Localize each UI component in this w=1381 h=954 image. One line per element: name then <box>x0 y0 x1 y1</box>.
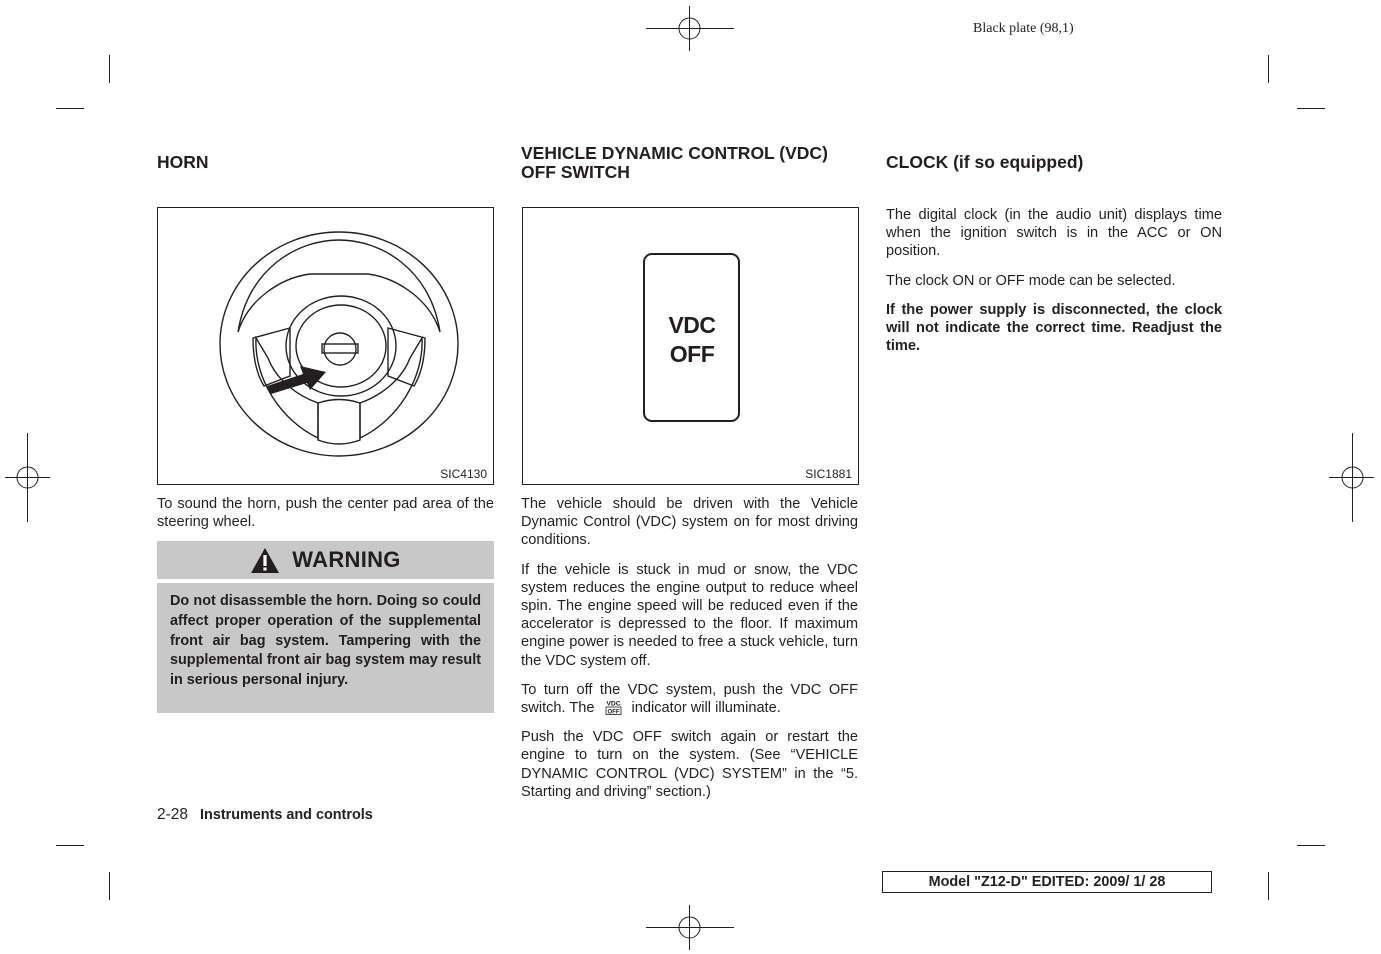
clock-description <box>886 206 1222 366</box>
vdc-description <box>521 495 858 812</box>
clock-paragraph-1: The digital clock (in the audio unit) displays time when the ignition switch is in the ACC or ON position. <box>886 207 1222 260</box>
warning-triangle-icon <box>250 547 280 574</box>
vdc-switch-label <box>643 311 741 369</box>
clock-paragraph-3: If the power supply is disconnected, the clock will not indicate the correct time. Readjust the time. <box>886 301 1222 355</box>
warning-title: WARNING <box>292 547 401 572</box>
vdc-heading <box>521 144 828 182</box>
horn-heading: HORN <box>157 152 209 172</box>
vdc-switch-label-line2: OFF <box>669 341 715 367</box>
vdc-paragraph-3-start: To turn off the VDC system, push the VDC OFF switch. The <box>521 681 858 717</box>
vdc-heading-line1: VEHICLE DYNAMIC CONTROL (VDC) <box>521 143 828 163</box>
registration-mark-icon <box>678 916 701 939</box>
svg-text:OFF: OFF <box>607 709 620 716</box>
registration-mark-icon <box>678 17 701 40</box>
vdc-off-indicator-icon <box>605 699 622 715</box>
page-number: 2-28 <box>157 806 189 823</box>
warning-text: Do not disassemble the horn. Doing so could affect proper operation of the supplemental front air bag system. Tampering with the supplemental front air bag system may result in serious personal injury. <box>157 583 494 713</box>
page-footer <box>157 806 373 824</box>
vdc-paragraph-4: Push the VDC OFF switch again or restart the engine to turn on the system. (See “VEHICLE DYNAMIC CONTROL (VDC) SYSTEM” in the “5. Starting and driving” section.) <box>521 729 858 800</box>
vdc-paragraph-3 <box>521 681 858 717</box>
model-edited-box: Model "Z12-D" EDITED: 2009/ 1/ 28 <box>882 871 1212 893</box>
vdc-figure <box>522 207 859 485</box>
clock-paragraph-2: The clock ON or OFF mode can be selected. <box>886 272 1176 289</box>
svg-text:VDC: VDC <box>605 700 621 708</box>
warning-header <box>157 541 494 579</box>
vdc-heading-line2: OFF SWITCH <box>521 162 630 182</box>
plate-label: Black plate (98,1) <box>973 21 1074 36</box>
vdc-paragraph-3-end: indicator will illuminate. <box>631 700 781 717</box>
section-title: Instruments and controls <box>200 807 373 823</box>
vdc-paragraph-1: The vehicle should be driven with the Vehicle Dynamic Control (VDC) system on for most driving conditions. <box>521 496 858 549</box>
registration-mark-icon <box>16 466 39 489</box>
figure-code: SIC1881 <box>805 467 852 481</box>
vdc-switch-label-line1: VDC <box>668 312 716 338</box>
clock-heading: CLOCK (if so equipped) <box>886 152 1084 172</box>
horn-figure <box>157 207 494 485</box>
horn-paragraph: To sound the horn, push the center pad area of the steering wheel. <box>157 496 494 531</box>
steering-wheel-icon <box>158 208 493 484</box>
registration-mark-icon <box>1341 466 1364 489</box>
vdc-paragraph-2: If the vehicle is stuck in mud or snow, the VDC system reduces the engine output to reduce wheel spin. The engine speed will be reduced even if the accelerator is depressed to the floor. If maximum engine power is needed to free a stuck vehicle, turn the VDC system off. <box>521 561 858 669</box>
horn-description <box>157 495 494 542</box>
figure-code: SIC4130 <box>440 467 487 481</box>
